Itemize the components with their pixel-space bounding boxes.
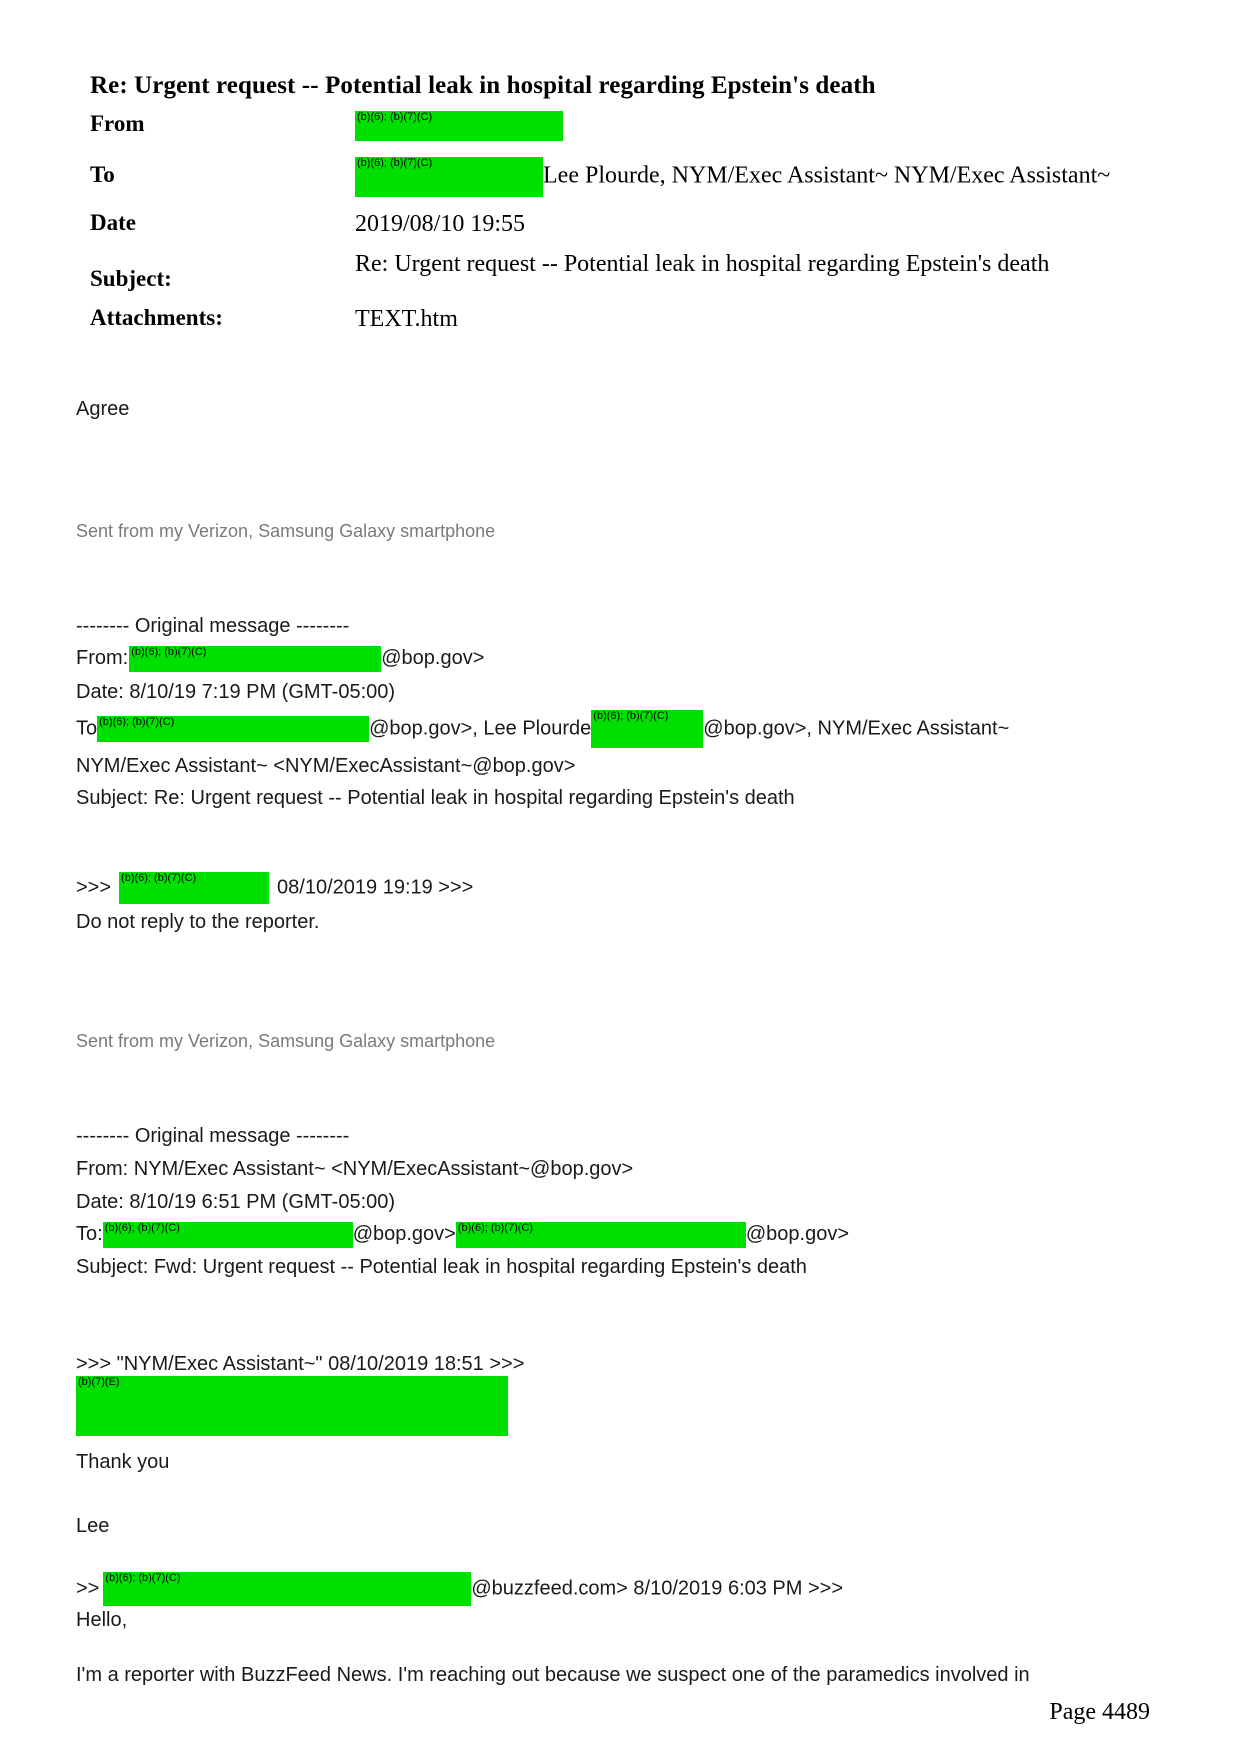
msg1-to-label: To xyxy=(76,717,98,740)
quote1-prefix: >>> xyxy=(76,876,112,899)
to-value xyxy=(355,147,1150,197)
quote-line-2: >>> "NYM/Exec Assistant~" 08/10/2019 18:51 >>> xyxy=(76,1353,525,1375)
page-title: Re: Urgent request -- Potential leak in hospital regarding Epstein's death xyxy=(90,72,876,99)
redaction-box: (b)(6); (b)(7)(C) xyxy=(103,1572,471,1606)
msg1-to-line xyxy=(76,710,1156,748)
quote-line-3 xyxy=(76,1572,843,1606)
msg2-to-tail: @bop.gov> xyxy=(745,1223,849,1245)
subject-value: Re: Urgent request -- Potential leak in hospital regarding Epstein's death xyxy=(355,251,1050,278)
header-row-date xyxy=(90,207,1150,239)
signature-line-2: Sent from my Verizon, Samsung Galaxy smartphone xyxy=(76,1031,496,1051)
msg1-from-line xyxy=(76,644,484,673)
redaction-box: (b)(6); (b)(7)(C) xyxy=(97,716,369,742)
signature-line-1: Sent from my Verizon, Samsung Galaxy smartphone xyxy=(76,521,496,541)
redaction-box: (b)(7)(E) xyxy=(76,1376,508,1436)
msg1-to-mid: @bop.gov>, Lee Plourde xyxy=(369,717,592,740)
msg1-from-label: From: xyxy=(76,647,129,669)
header-row-to xyxy=(90,147,1150,197)
msg1-subject-line: Subject: Re: Urgent request -- Potential leak in hospital regarding Epstein's death xyxy=(76,787,795,809)
quote3-prefix: >> xyxy=(76,1577,100,1600)
clipped-paragraph: I'm a reporter with BuzzFeed News. I'm reaching out because we suspect one of the paramedics involved in xyxy=(76,1664,1030,1686)
msg2-from-line: From: NYM/Exec Assistant~ <NYM/ExecAssistant~@bop.gov> xyxy=(76,1158,634,1180)
greeting-text: Hello, xyxy=(76,1609,128,1631)
quote1-stamp: 08/10/2019 19:19 >>> xyxy=(277,876,474,899)
quote3-tail: @buzzfeed.com> 8/10/2019 6:03 PM >>> xyxy=(471,1577,844,1600)
msg2-to-line xyxy=(76,1220,1156,1249)
date-label: Date xyxy=(90,210,136,236)
redaction-box: (b)(6); (b)(7)(C) xyxy=(591,710,703,748)
original-message-separator-2: -------- Original message -------- xyxy=(76,1125,350,1147)
msg2-to-mid: @bop.gov> xyxy=(352,1223,456,1245)
to-label: To xyxy=(90,162,115,188)
original-message-separator-1: -------- Original message -------- xyxy=(76,615,350,637)
msg2-date-line: Date: 8/10/19 6:51 PM (GMT-05:00) xyxy=(76,1191,396,1213)
redaction-box: (b)(6); (b)(7)(C) xyxy=(103,1222,353,1248)
header-row-attachments xyxy=(90,302,1150,334)
thanks-text: Thank you xyxy=(76,1451,170,1473)
email-header xyxy=(90,108,1150,340)
redaction-box: (b)(6); (b)(7)(C) xyxy=(129,646,381,672)
from-value xyxy=(355,108,1150,141)
header-row-from xyxy=(90,108,1150,141)
redaction-box: (b)(6); (b)(7)(C) xyxy=(355,157,543,197)
redaction-box: (b)(6); (b)(7)(C) xyxy=(119,872,269,904)
quote-redaction-block xyxy=(76,1376,508,1436)
from-label: From xyxy=(90,111,145,136)
msg1-to-tail: @bop.gov>, NYM/Exec Assistant~ xyxy=(703,717,1010,740)
redaction-box: (b)(6); (b)(7)(C) xyxy=(456,1222,746,1248)
reply-text: Agree xyxy=(76,398,130,420)
attachments-value: TEXT.htm xyxy=(355,306,458,333)
redaction-box: (b)(6); (b)(7)(C) xyxy=(355,111,563,141)
msg1-to-line-2: NYM/Exec Assistant~ <NYM/ExecAssistant~@bop.gov> xyxy=(76,755,576,777)
header-row-subject xyxy=(90,247,1150,294)
subject-label: Subject: xyxy=(90,266,172,292)
msg1-from-domain: @bop.gov> xyxy=(381,647,485,669)
to-text: Lee Plourde, NYM/Exec Assistant~ NYM/Exec Assistant~ xyxy=(543,163,1111,189)
msg2-to-label: To: xyxy=(76,1223,103,1245)
date-value: 2019/08/10 19:55 xyxy=(355,211,526,238)
signoff-text: Lee xyxy=(76,1515,110,1537)
msg2-subject-line: Subject: Fwd: Urgent request -- Potential leak in hospital regarding Epstein's death xyxy=(76,1256,807,1278)
quote-line-1 xyxy=(76,872,473,904)
attachments-label: Attachments: xyxy=(90,305,223,331)
msg1-date-line: Date: 8/10/19 7:19 PM (GMT-05:00) xyxy=(76,681,396,703)
page-number: Page 4489 xyxy=(1049,1699,1150,1725)
quote-text-1: Do not reply to the reporter. xyxy=(76,911,320,933)
